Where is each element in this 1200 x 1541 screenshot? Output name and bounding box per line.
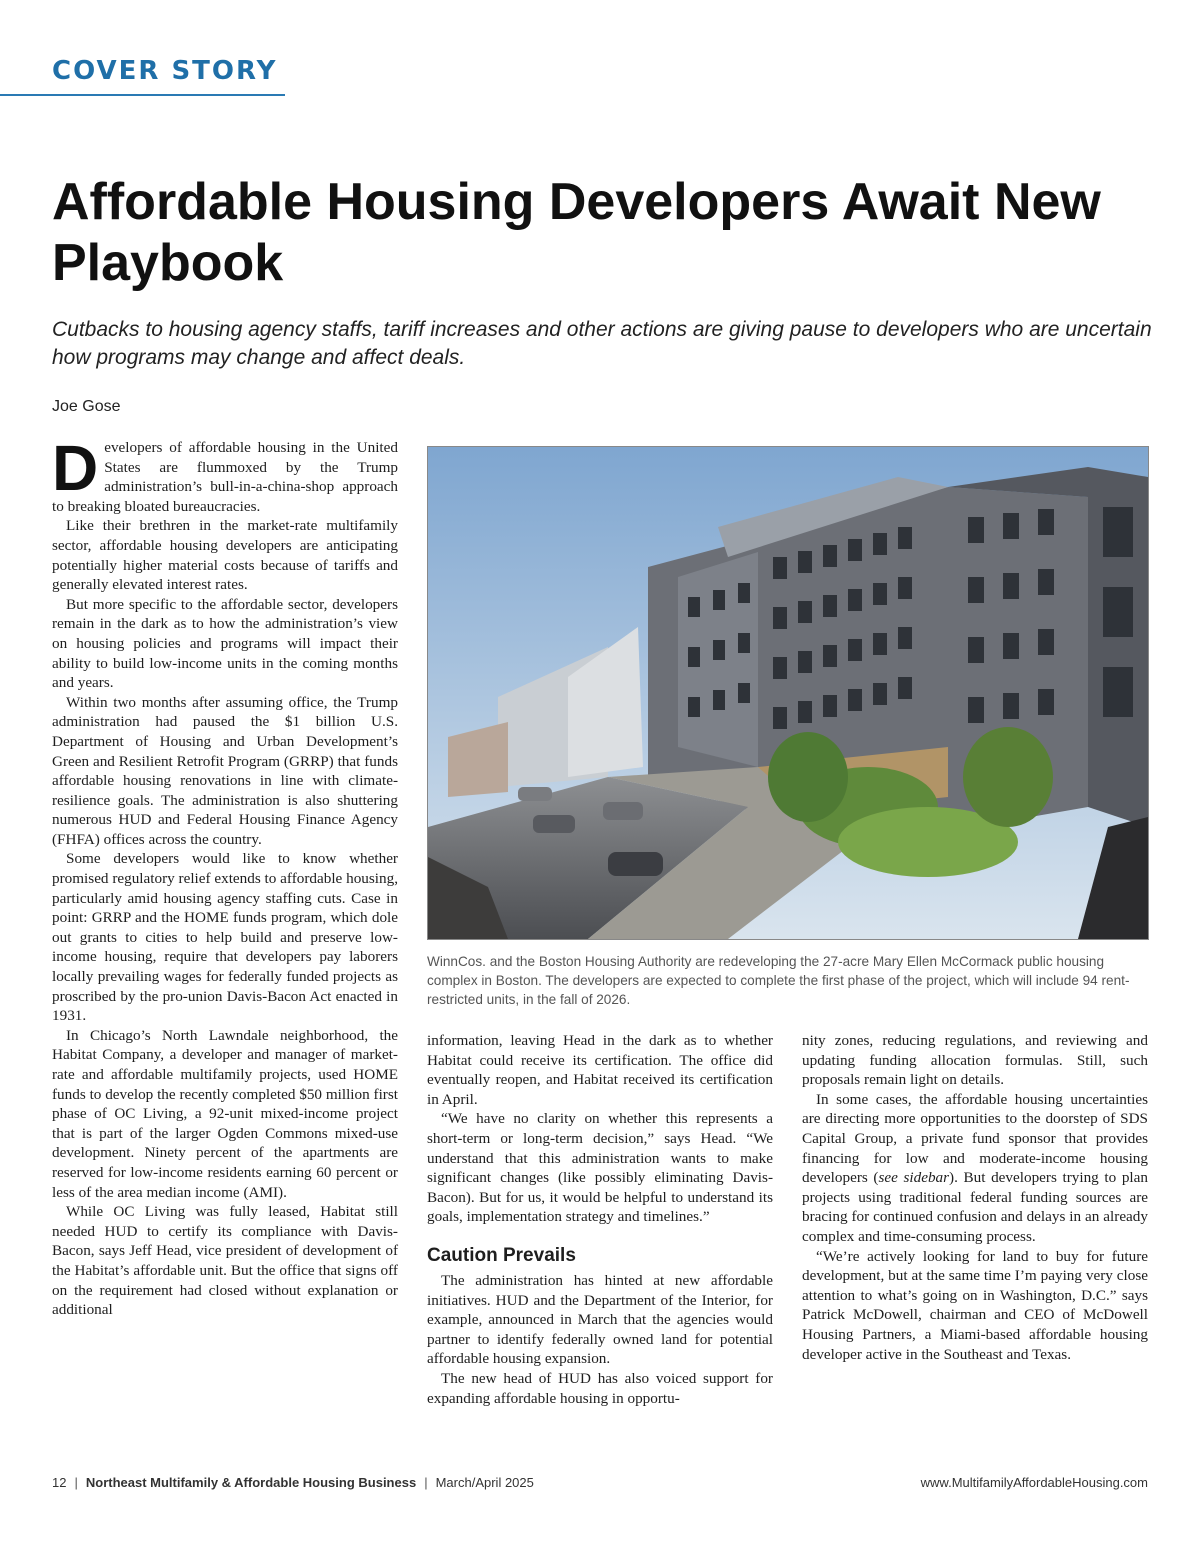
rendering-illustration bbox=[428, 447, 1148, 939]
subheading: Caution Prevails bbox=[427, 1244, 576, 1266]
paragraph: “We have no clarity on whether this represents a short-term or long-term decision,” says Head. “We understand that this administration wants to make significant changes (like possibly eliminating Davis-Bacon). But for us, it would be helpful to understand its goals, implementation strategy and timelines.” bbox=[427, 1110, 773, 1226]
paragraph: But more specific to the affordable sector, developers remain in the dark as to how the administration’s view on housing policies and programs will impact their ability to build low-income units in the coming months and years. bbox=[52, 595, 398, 692]
paragraph: Within two months after assuming office, the Trump administration had paused the $1 billion U.S. Department of Housing and Urban Development’s Green and Resilient Retrofit Program (GRRP) that funds affordable housing renovations in line with climate-resilience goals. The administration is also shuttering numerous HUD and Federal Housing Finance Agency (FHFA) offices across the country. bbox=[52, 693, 398, 848]
paragraph-text: In some cases, the affordable housing uncertainties are directing more opportunities to the doorstep of SDS Capital Group, a private fund sponsor that provides financing for low and moderate-income housing developers ( bbox=[802, 1090, 1148, 1187]
article-column-1 bbox=[52, 432, 398, 1320]
section-label: COVER STORY bbox=[52, 56, 278, 86]
paragraph bbox=[802, 1090, 1148, 1247]
sidebar-reference: see sidebar bbox=[878, 1169, 950, 1187]
drop-cap: D bbox=[52, 432, 99, 504]
footer-separator: | bbox=[424, 1475, 428, 1490]
page-number: 12 bbox=[52, 1475, 67, 1490]
dek: Cutbacks to housing agency staffs, tariff increases and other actions are giving pause to developers who are uncertain how programs may change and affect deals. bbox=[52, 318, 1152, 370]
photo-caption: WinnCos. and the Boston Housing Authority are redeveloping the 27-acre Mary Ellen McCormack public housing complex in Boston. The developers are expected to complete the first phase of the project, which will include 94 rent-restricted units, in the fall of 2026. bbox=[427, 954, 1130, 1007]
building-rendering-image bbox=[427, 446, 1149, 940]
paragraph: Like their brethren in the market-rate multifamily sector, affordable housing developers are anticipating potentially higher material costs because of tariffs and generally elevated interest rates. bbox=[52, 517, 398, 594]
paragraph: In Chicago’s North Lawndale neighborhood, the Habitat Company, a developer and manager of market-rate and affordable multifamily projects, used HOME funds to develop the recently completed $50 million first phase of OC Living, a 92-unit mixed-income project that is part of the larger Ogden Commons mixed-use development. Ninety percent of the apartments are reserved for low-income residents earning 60 percent or less of the area median income (AMI). bbox=[52, 1026, 398, 1201]
paragraph: The administration has hinted at new affordable initiatives. HUD and the Department of the Interior, for example, announced in March that the agencies would partner to identify federally owned land for potential affordable housing expansion. bbox=[427, 1271, 773, 1368]
paragraph: While OC Living was fully leased, Habitat still needed HUD to certify its compliance with Davis-Bacon, says Jeff Head, vice president of development of the Habitat’s affordable unit. But the office that signs off on the requirement had closed without explanation or additional bbox=[52, 1203, 398, 1319]
footer-left bbox=[52, 1475, 534, 1490]
publication-name: Northeast Multifamily & Affordable Housing Business bbox=[85, 1475, 417, 1490]
paragraph: nity zones, reducing regulations, and reviewing and updating funding allocation formulas. Still, such proposals remain light on details. bbox=[802, 1032, 1148, 1089]
article-column-3 bbox=[802, 1031, 1148, 1364]
paragraph: “We’re actively looking for land to buy for future development, but at the same time I’m paying very close attention to what’s going on in Washington, D.C.” says Patrick McDowell, chairman and CEO of McDowell Housing Partners, a Miami-based affordable housing developer active in the Southeast and Texas. bbox=[802, 1247, 1148, 1363]
page-footer bbox=[52, 1475, 1148, 1490]
issue-date: March/April 2025 bbox=[435, 1475, 534, 1490]
byline: Joe Gose bbox=[52, 398, 121, 415]
website-url: www.MultifamilyAffordableHousing.com bbox=[920, 1475, 1148, 1490]
paragraph bbox=[52, 432, 398, 516]
section-rule bbox=[0, 94, 285, 96]
paragraph-text: ). But developers trying to plan projects using traditional federal funding sources are bracing for continued confusion and delays in an already complex and time-consuming process. bbox=[802, 1169, 1148, 1245]
headline: Affordable Housing Developers Await New Playbook bbox=[52, 173, 1101, 293]
footer-separator: | bbox=[74, 1475, 78, 1490]
paragraph: information, leaving Head in the dark as to whether Habitat could receive its certification. The office did eventually reopen, and Habitat received its certification in April. bbox=[427, 1032, 773, 1108]
article-column-2 bbox=[427, 1031, 773, 1408]
paragraph-text: evelopers of affordable housing in the United States are flummoxed by the Trump administration’s bull-in-a-china-shop approach to breaking bloated bureaucracies. bbox=[52, 439, 398, 515]
paragraph: Some developers would like to know whether promised regulatory relief extends to affordable housing, particularly amid housing agency staffing cuts. Case in point: GRRP and the HOME funds program, which dole out grants to cities to help build and preserve low-income housing, require that developers pay laborers locally prevailing wages for federally funded projects as proscribed by the pro-union Davis-Bacon Act enacted in 1931. bbox=[52, 850, 398, 1025]
paragraph: The new head of HUD has also voiced support for expanding affordable housing in opportu- bbox=[427, 1369, 773, 1407]
